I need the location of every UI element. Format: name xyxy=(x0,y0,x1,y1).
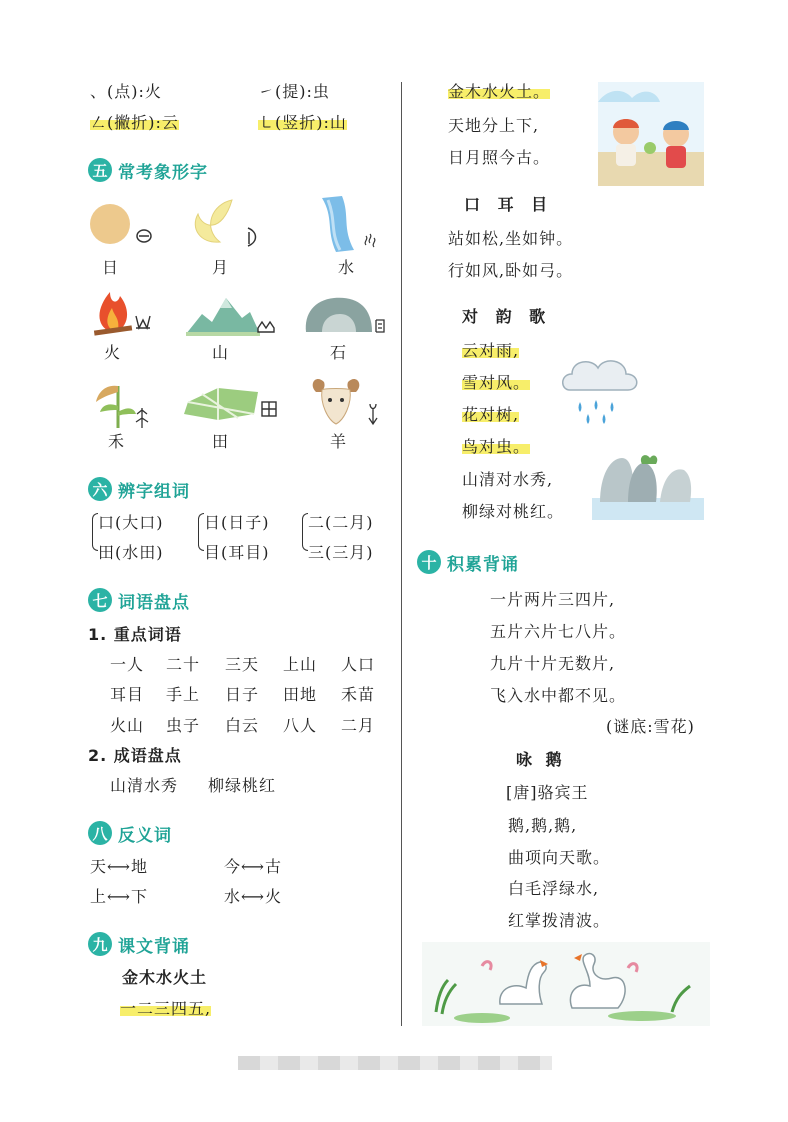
section-title: 常考象形字 xyxy=(118,162,208,183)
word-item: 手上 xyxy=(166,685,201,704)
sun-icon xyxy=(88,202,158,250)
field-icon xyxy=(182,384,278,424)
word-group-item: 二(二月) xyxy=(308,513,374,532)
riddle-line: 一片两片三四片, xyxy=(490,590,616,609)
word-item: 白云 xyxy=(225,716,260,735)
riddle-answer: (谜底:雪花) xyxy=(606,717,695,736)
pictograph-label: 田 xyxy=(212,432,230,451)
word-item: 一人 xyxy=(110,655,145,674)
pictograph-label: 火 xyxy=(104,343,122,362)
poem-title: 对 韵 歌 xyxy=(462,307,552,326)
section-7-header xyxy=(88,587,190,613)
section-title: 课文背诵 xyxy=(118,936,190,957)
section-title: 反义词 xyxy=(118,825,172,846)
poem-line: 柳绿对桃红。 xyxy=(462,502,565,521)
word-item: 虫子 xyxy=(166,716,201,735)
moon-icon xyxy=(192,198,264,250)
poem-line: 鹅,鹅,鹅, xyxy=(508,816,578,835)
word-item: 二月 xyxy=(341,716,376,735)
section-number: 十 xyxy=(417,550,441,574)
poem-line: 山清对水秀, xyxy=(462,470,554,489)
grain-icon xyxy=(92,372,154,430)
poem-line: 雪对风。 xyxy=(462,373,531,392)
stroke-rise: ㇀(提):虫 xyxy=(258,82,330,101)
word-group-item: 口(大口) xyxy=(98,513,164,532)
antonym-pair: 天⟷地 xyxy=(90,857,148,876)
poem-line: 云对雨, xyxy=(462,341,520,360)
riddle-line: 五片六片七八片。 xyxy=(490,622,627,641)
subheading-idioms: 2. 成语盘点 xyxy=(88,746,182,765)
landscape-illustration xyxy=(592,446,704,520)
section-title: 词语盘点 xyxy=(118,592,190,613)
pictograph-label: 水 xyxy=(338,258,356,277)
section-6-header xyxy=(88,476,190,502)
word-group-item: 日(日子) xyxy=(204,513,270,532)
antonym-pair: 今⟷古 xyxy=(224,857,282,876)
geese-illustration xyxy=(422,942,710,1026)
stroke-dot: 、(点):火 xyxy=(90,82,162,101)
word-group-item: 田(水田) xyxy=(98,543,164,562)
section-number: 七 xyxy=(88,588,112,612)
stone-icon xyxy=(304,292,388,338)
pictograph-label: 禾 xyxy=(108,432,126,451)
pictograph-label: 月 xyxy=(212,258,230,277)
section-10-header xyxy=(417,549,519,575)
sheep-icon xyxy=(308,374,384,432)
subheading-key-words: 1. 重点词语 xyxy=(88,625,182,644)
idiom-item: 山清水秀 xyxy=(110,776,179,795)
poem-line: 行如风,卧如弓。 xyxy=(448,261,574,280)
poem-title: 金木水火土 xyxy=(122,968,208,987)
poem-line: 曲项向天歌。 xyxy=(508,848,611,867)
section-number: 八 xyxy=(88,821,112,845)
pictograph-label: 石 xyxy=(330,343,348,362)
section-8-header xyxy=(88,820,172,846)
poem-line: 花对树, xyxy=(462,405,520,424)
poem-line: 红掌拨清波。 xyxy=(508,911,611,930)
stroke-pie-zhe: ㇜(撇折):云 xyxy=(90,113,179,132)
word-item: 上山 xyxy=(283,655,318,674)
rain-cloud-icon xyxy=(560,352,644,428)
word-item: 火山 xyxy=(110,716,145,735)
word-item: 日子 xyxy=(225,685,260,704)
word-group-item: 三(三月) xyxy=(308,543,374,562)
fire-icon xyxy=(90,288,154,338)
word-item: 八人 xyxy=(283,716,318,735)
section-number: 六 xyxy=(88,477,112,501)
page-footer xyxy=(238,1056,552,1070)
poem-line: 一二三四五, xyxy=(120,999,212,1018)
poem-author: [唐]骆宾王 xyxy=(506,783,589,802)
word-item: 二十 xyxy=(166,655,201,674)
word-item: 田地 xyxy=(283,685,318,704)
children-illustration xyxy=(598,82,704,186)
pictograph-label: 山 xyxy=(212,343,230,362)
water-icon xyxy=(320,194,380,256)
pictograph-label: 羊 xyxy=(330,432,348,451)
word-group-item: 目(耳目) xyxy=(204,543,270,562)
riddle-line: 九片十片无数片, xyxy=(490,654,616,673)
word-item: 三天 xyxy=(225,655,260,674)
section-title: 辨字组词 xyxy=(118,481,190,502)
poem-line: 天地分上下, xyxy=(448,116,540,135)
section-number: 五 xyxy=(88,158,112,182)
poem-line: 站如松,坐如钟。 xyxy=(448,229,574,248)
word-item: 禾苗 xyxy=(341,685,376,704)
pictograph-label: 日 xyxy=(102,258,120,277)
poem-line: 鸟对虫。 xyxy=(462,437,531,456)
riddle-line: 飞入水中都不见。 xyxy=(490,686,627,705)
idiom-item: 柳绿桃红 xyxy=(208,776,277,795)
poem-title: 咏 鹅 xyxy=(516,750,566,769)
mountain-icon xyxy=(186,292,278,338)
poem-title: 口 耳 目 xyxy=(464,195,554,214)
stroke-shu-zhe: ㇄(竖折):山 xyxy=(258,113,347,132)
column-divider xyxy=(401,82,402,1026)
section-title: 积累背诵 xyxy=(447,554,519,575)
word-item: 耳目 xyxy=(110,685,145,704)
section-5-header xyxy=(88,157,208,183)
section-9-header xyxy=(88,931,190,957)
antonym-pair: 上⟷下 xyxy=(90,887,148,906)
poem-line: 金木水火土。 xyxy=(448,82,551,101)
word-item: 人口 xyxy=(341,655,376,674)
antonym-pair: 水⟷火 xyxy=(224,887,282,906)
poem-line: 白毛浮绿水, xyxy=(508,879,600,898)
poem-line: 日月照今古。 xyxy=(448,148,551,167)
section-number: 九 xyxy=(88,932,112,956)
